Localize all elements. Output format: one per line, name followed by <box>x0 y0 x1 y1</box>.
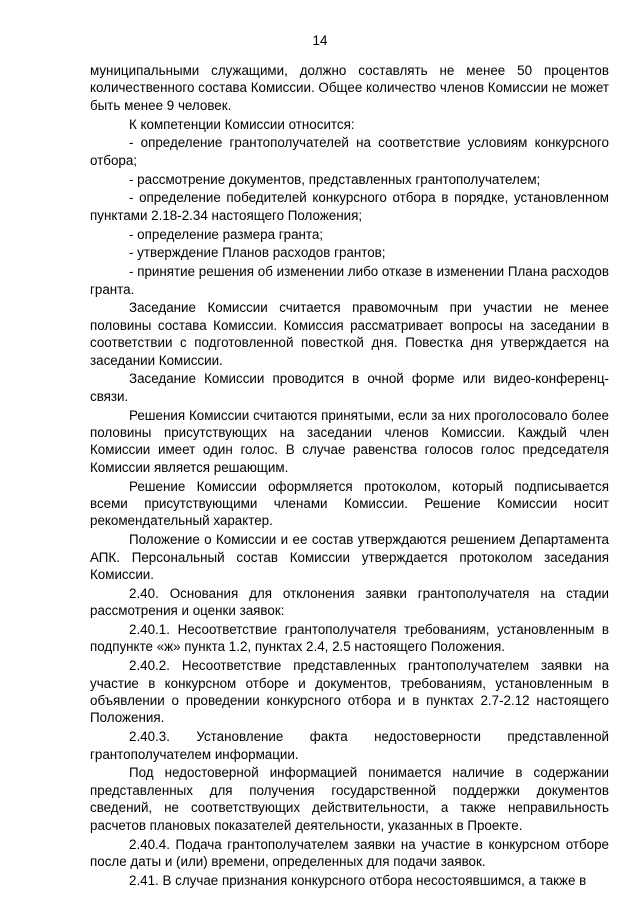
paragraph-regulation: Положение о Комиссии и ее состав утверждаются решением Департамента АПК. Персональный состав Комиссии утверждается протоколом заседания Комиссии. <box>90 532 609 583</box>
paragraph-quorum: Заседание Комиссии считается правомочным при участии не менее половины состава Комиссии. Комиссия рассматривает вопросы на заседании в соответствии с подготовленной повесткой дня. Повестка дня утверждается на заседании Комиссии. <box>90 300 609 368</box>
list-item-competence-4: - определение размера гранта; <box>129 226 324 242</box>
list-item-competence-2: - рассмотрение документов, представленных грантополучателем; <box>129 171 541 187</box>
clause-2-40-2: 2.40.2. Несоответствие представленных грантополучателем заявки на участие в конкурсном отборе и документов, требованиям, установленным в объявлении о проведении конкурсного отбора и в пунктах 2.7-2.12 настоящего Положения. <box>90 658 609 726</box>
paragraph-competence-intro: К компетенции Комиссии относится: <box>129 116 355 132</box>
paragraph-protocol: Решение Комиссии оформляется протоколом, который подписывается всеми присутствующими членами Комиссии. Решение Комиссии носит рекомендательный характер. <box>90 478 609 529</box>
paragraph-decisions: Решения Комиссии считаются принятыми, если за них проголосовало более половины присутствующих на заседании членов Комиссии. Каждый член Комиссии имеет один голос. В случае равенства голосов голос председателя Комиссии является решающим. <box>90 407 609 475</box>
clause-2-40-3: 2.40.3. Установление факта недостоверности представленной грантополучателем информации. <box>90 729 609 762</box>
page-number: 14 <box>312 33 328 48</box>
list-item-competence-3: - определение победителей конкурсного отбора в порядке, установленном пунктами 2.18-2.34 настоящего Положения; <box>90 190 609 223</box>
clause-2-40-1: 2.40.1. Несоответствие грантополучателя требованиям, установленным в подпункте «ж» пункта 1.2, пунктах 2.4, 2.5 настоящего Положения. <box>90 622 609 655</box>
clause-2-40-4: 2.40.4. Подача грантополучателем заявки на участие в конкурсном отборе после даты и (или) времени, определенных для подачи заявок. <box>90 836 609 869</box>
paragraph-false-info: Под недостоверной информацией понимается наличие в содержании представленных для получения государственной поддержки документов сведений, не соответствующих действительности, а также неправильность расчетов плановых показателей деятельности, указанных в Проекте. <box>90 765 609 833</box>
clause-2-40: 2.40. Основания для отклонения заявки грантополучателя на стадии рассмотрения и оценки заявок: <box>90 585 609 619</box>
list-item-competence-5: - утверждение Планов расходов грантов; <box>129 245 386 261</box>
paragraph-meeting-form: Заседание Комиссии проводится в очной форме или видео-конференц-связи. <box>90 371 609 404</box>
document-body <box>90 62 609 891</box>
paragraph-continuation: муниципальными служащими, должно составлять не менее 50 процентов количественного состава Комиссии. Общее количество членов Комиссии не может быть менее 9 человек. <box>90 63 609 113</box>
list-item-competence-6: - принятие решения об изменении либо отказе в изменении Плана расходов гранта. <box>90 264 609 297</box>
clause-2-41: 2.41. В случае признания конкурсного отбора несостоявшимся, а также в <box>129 872 587 888</box>
list-item-competence-1: - определение грантополучателей на соответствие условиям конкурсного отбора; <box>90 135 609 168</box>
